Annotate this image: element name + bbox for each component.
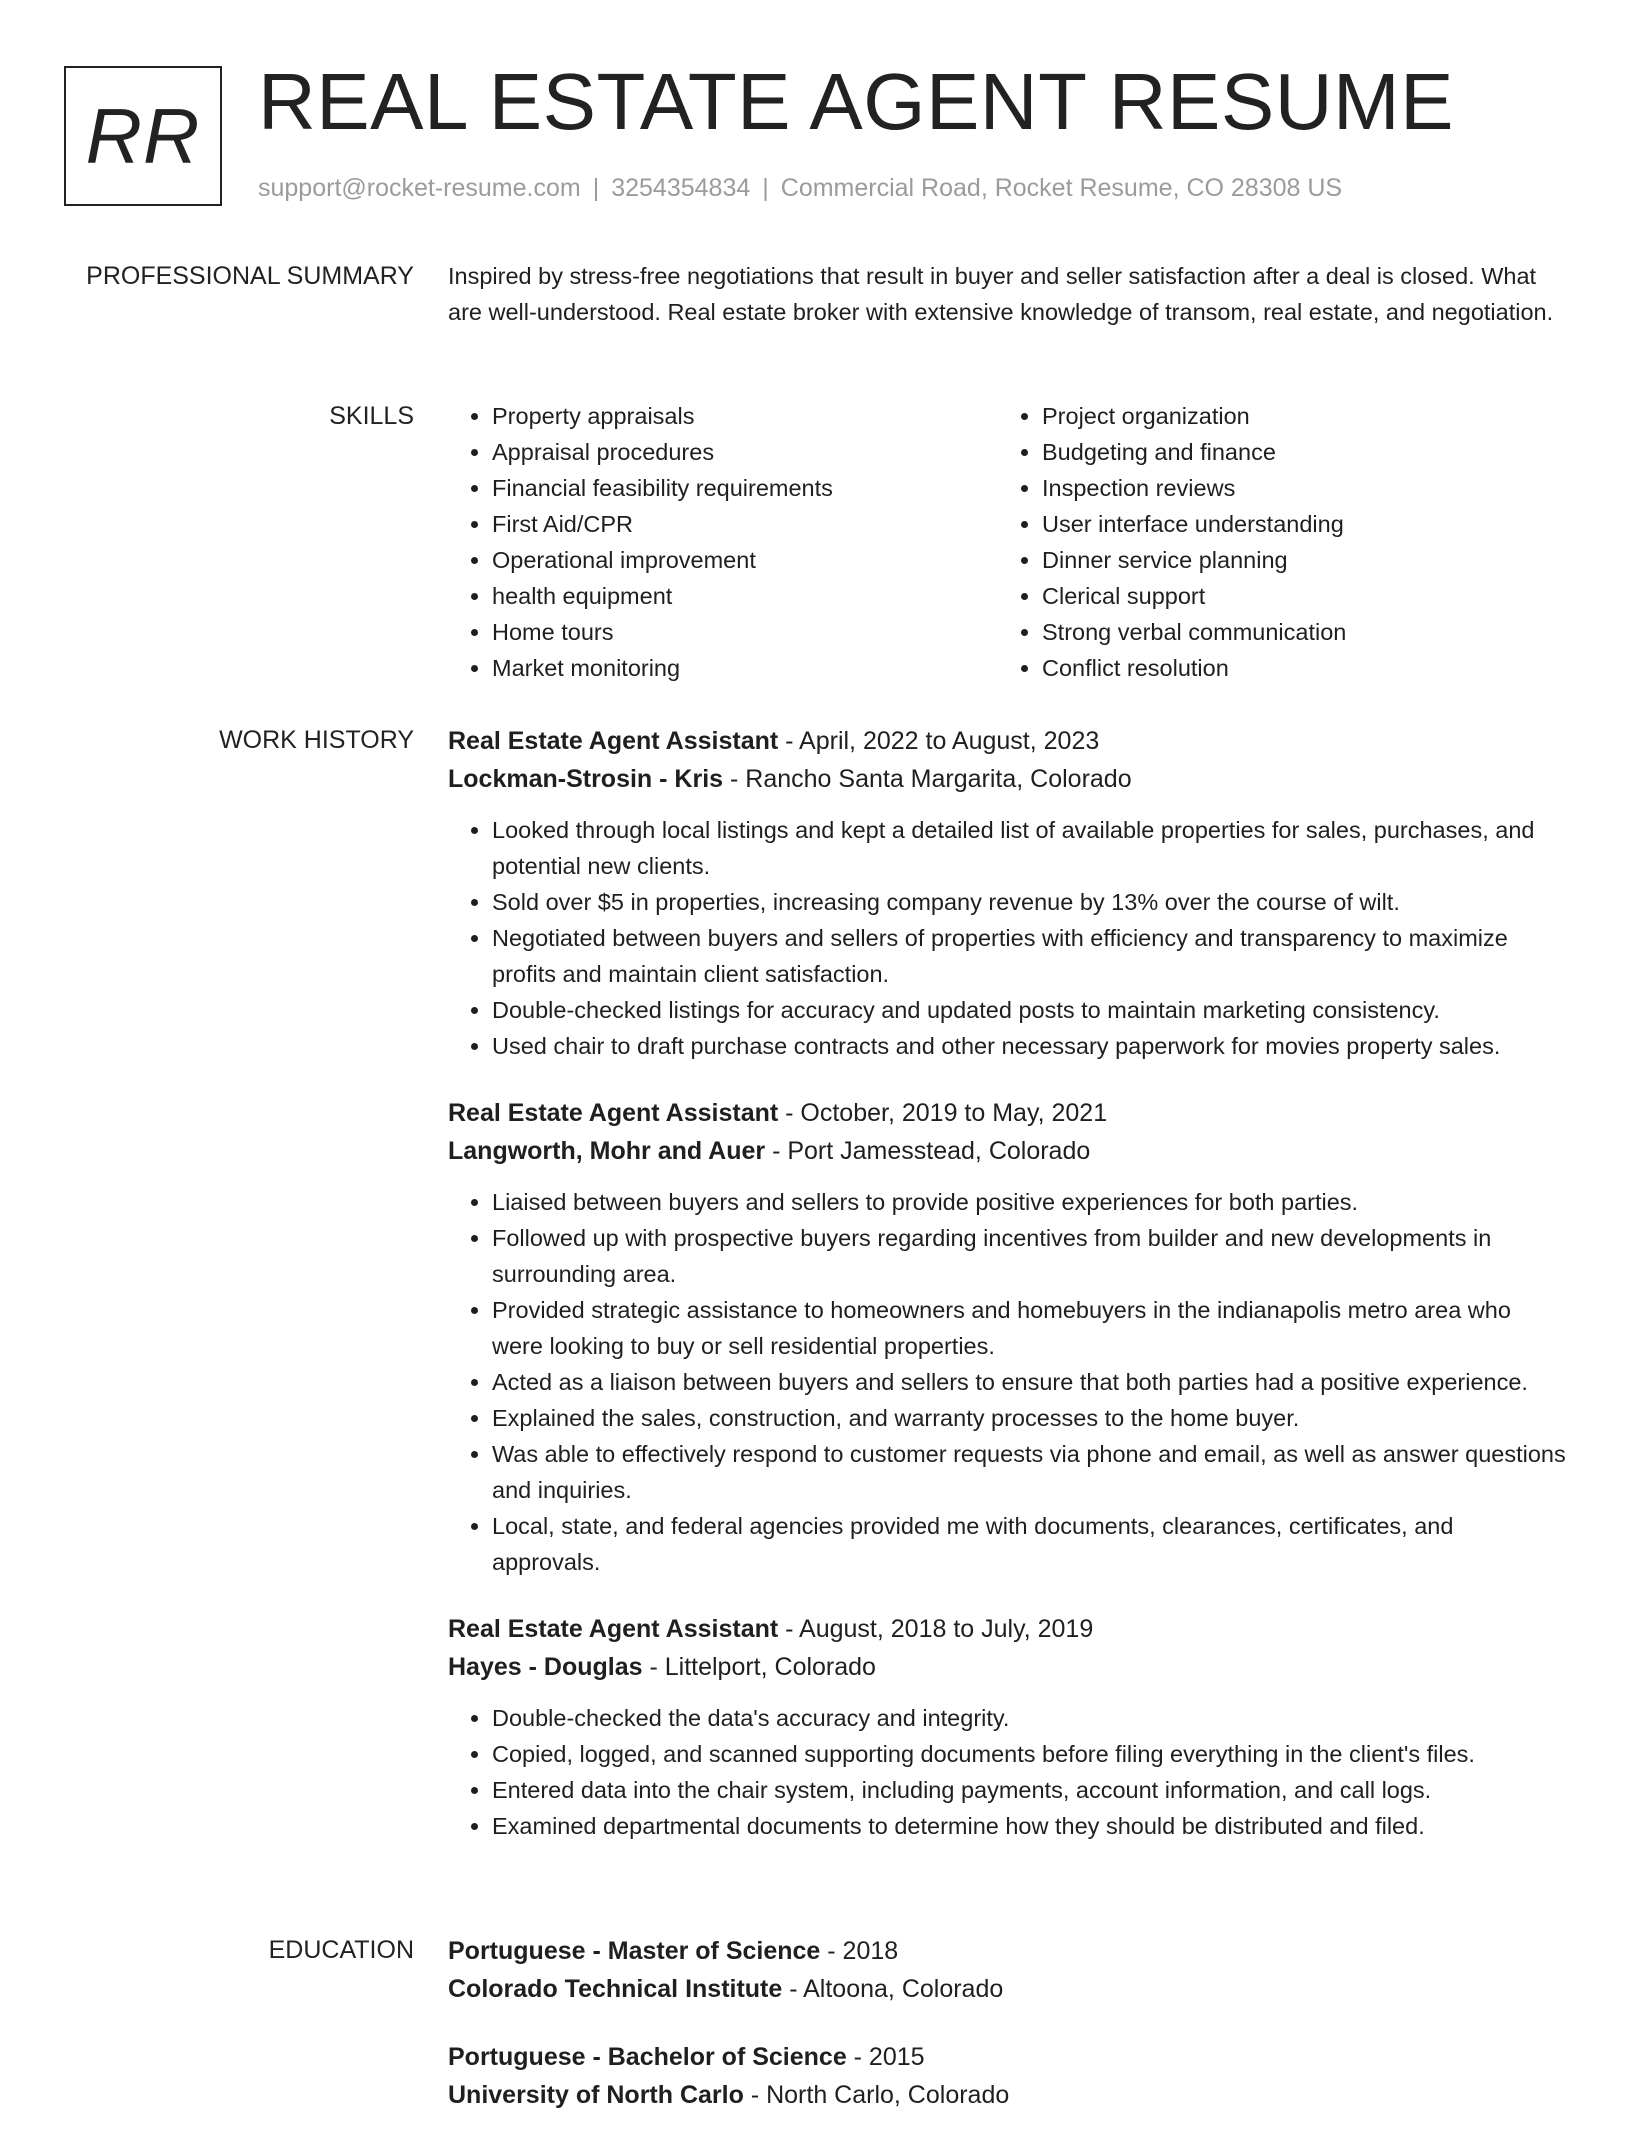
job-bullet: • Double-checked the data's accuracy and integrity. xyxy=(492,1700,1568,1736)
education-year: - 2018 xyxy=(820,1937,899,1965)
education-year: - 2015 xyxy=(846,2043,925,2071)
job-dates: - April, 2022 to August, 2023 xyxy=(778,727,1100,755)
skill-item: • Home tours xyxy=(492,614,998,650)
skills-body xyxy=(448,398,1568,686)
education-location: - North Carlo, Colorado xyxy=(743,2081,1010,2109)
job-bullet: • Provided strategic assistance to homeowners and homebuyers in the indianapolis metro area who were looking to buy or sell residential properties. xyxy=(492,1292,1568,1364)
skill-item: • Dinner service planning xyxy=(1042,542,1548,578)
skill-item: • First Aid/CPR xyxy=(492,506,998,542)
education-entry xyxy=(448,1932,1568,2008)
education-school: Colorado Technical Institute xyxy=(448,1975,783,2003)
skills-column-left xyxy=(448,398,998,686)
contact-phone[interactable]: 3254354834 xyxy=(611,174,751,202)
job-bullet: • Sold over $5 in properties, increasing company revenue by 13% over the course of wilt. xyxy=(492,884,1568,920)
skill-item: • Operational improvement xyxy=(492,542,998,578)
education-school-line xyxy=(448,1970,1568,2008)
job-title-line xyxy=(448,1610,1568,1648)
job-dates: - August, 2018 to July, 2019 xyxy=(778,1615,1094,1643)
job-company-line xyxy=(448,1648,1568,1686)
skill-item: • Project organization xyxy=(1042,398,1548,434)
job-title: Real Estate Agent Assistant xyxy=(448,727,779,755)
job-bullet: • Entered data into the chair system, including payments, account information, and call logs. xyxy=(492,1772,1568,1808)
section-label-summary: PROFESSIONAL SUMMARY xyxy=(86,262,414,290)
section-label-education: EDUCATION xyxy=(268,1936,414,1964)
education-body xyxy=(448,1932,1568,2144)
job-bullet-list xyxy=(448,812,1568,1064)
skill-item: • Budgeting and finance xyxy=(1042,434,1548,470)
skills-column-right xyxy=(998,398,1548,686)
education-school-line xyxy=(448,2076,1568,2114)
job-bullet: • Negotiated between buyers and sellers of properties with efficiency and transparency to maximize profits and maintain client satisfaction. xyxy=(492,920,1568,992)
job-dates: - October, 2019 to May, 2021 xyxy=(778,1099,1108,1127)
contact-line xyxy=(258,174,1342,203)
job-bullet: • Acted as a liaison between buyers and sellers to ensure that both parties had a positive experience. xyxy=(492,1364,1568,1400)
job-company: Langworth, Mohr and Auer xyxy=(448,1137,766,1165)
education-degree: Portuguese - Master of Science xyxy=(448,1937,821,1965)
job-bullet: • Double-checked listings for accuracy and updated posts to maintain marketing consistency. xyxy=(492,992,1568,1028)
skill-item: • Clerical support xyxy=(1042,578,1548,614)
job-bullet: • Copied, logged, and scanned supporting documents before filing everything in the client's files. xyxy=(492,1736,1568,1772)
job-title-line xyxy=(448,722,1568,760)
job-company: Lockman-Strosin - Kris xyxy=(448,765,724,793)
job-location: - Port Jamesstead, Colorado xyxy=(765,1137,1091,1165)
job-entry xyxy=(448,1610,1568,1844)
education-location: - Altoona, Colorado xyxy=(782,1975,1004,2003)
job-company-line xyxy=(448,1132,1568,1170)
job-title: Real Estate Agent Assistant xyxy=(448,1615,779,1643)
skill-item: • Conflict resolution xyxy=(1042,650,1548,686)
job-company-line xyxy=(448,760,1568,798)
monogram-logo: RR xyxy=(64,66,222,206)
job-bullet: • Explained the sales, construction, and warranty processes to the home buyer. xyxy=(492,1400,1568,1436)
job-company: Hayes - Douglas xyxy=(448,1653,643,1681)
skill-item: • Strong verbal communication xyxy=(1042,614,1548,650)
education-entry xyxy=(448,2038,1568,2114)
job-location: - Littelport, Colorado xyxy=(642,1653,876,1681)
education-degree-line xyxy=(448,1932,1568,1970)
skill-item: • Financial feasibility requirements xyxy=(492,470,998,506)
job-bullet: • Looked through local listings and kept a detailed list of available properties for sales, purchases, and potential new clients. xyxy=(492,812,1568,884)
job-bullet: • Was able to effectively respond to customer requests via phone and email, as well as answer questions and inquiries. xyxy=(492,1436,1568,1508)
contact-separator: | xyxy=(762,174,769,202)
skill-item: • Property appraisals xyxy=(492,398,998,434)
job-location: - Rancho Santa Margarita, Colorado xyxy=(723,765,1132,793)
job-bullet: • Used chair to draft purchase contracts and other necessary paperwork for movies property sales. xyxy=(492,1028,1568,1064)
job-bullet: • Liaised between buyers and sellers to provide positive experiences for both parties. xyxy=(492,1184,1568,1220)
education-school: University of North Carlo xyxy=(448,2081,744,2109)
job-title: Real Estate Agent Assistant xyxy=(448,1099,779,1127)
job-bullet: • Local, state, and federal agencies provided me with documents, clearances, certificates, and approvals. xyxy=(492,1508,1568,1580)
skill-item: • Inspection reviews xyxy=(1042,470,1548,506)
job-bullet-list xyxy=(448,1184,1568,1580)
page-title: REAL ESTATE AGENT RESUME xyxy=(258,57,1454,146)
summary-text: Inspired by stress-free negotiations that result in buyer and seller satisfaction after a deal is closed. What are well-understood. Real estate broker with extensive knowledge of transom, real estate, and negotiation. xyxy=(448,263,1554,325)
section-label-work-history: WORK HISTORY xyxy=(219,726,414,754)
skill-item: • User interface understanding xyxy=(1042,506,1548,542)
job-entry xyxy=(448,1094,1568,1580)
job-bullet: • Examined departmental documents to determine how they should be distributed and filed. xyxy=(492,1808,1568,1844)
section-label-skills: SKILLS xyxy=(329,402,414,430)
job-bullet-list xyxy=(448,1700,1568,1844)
contact-email[interactable]: support@rocket-resume.com xyxy=(258,174,581,202)
work-history-body xyxy=(448,722,1568,1874)
skill-item: • Market monitoring xyxy=(492,650,998,686)
education-degree: Portuguese - Bachelor of Science xyxy=(448,2043,847,2071)
job-bullet: • Followed up with prospective buyers regarding incentives from builder and new developments in surrounding area. xyxy=(492,1220,1568,1292)
contact-address: Commercial Road, Rocket Resume, CO 28308 US xyxy=(780,174,1343,202)
skill-item: • Appraisal procedures xyxy=(492,434,998,470)
skill-item: • health equipment xyxy=(492,578,998,614)
contact-separator: | xyxy=(592,174,600,202)
education-degree-line xyxy=(448,2038,1568,2076)
job-entry xyxy=(448,722,1568,1064)
job-title-line xyxy=(448,1094,1568,1132)
summary-body xyxy=(448,258,1568,330)
